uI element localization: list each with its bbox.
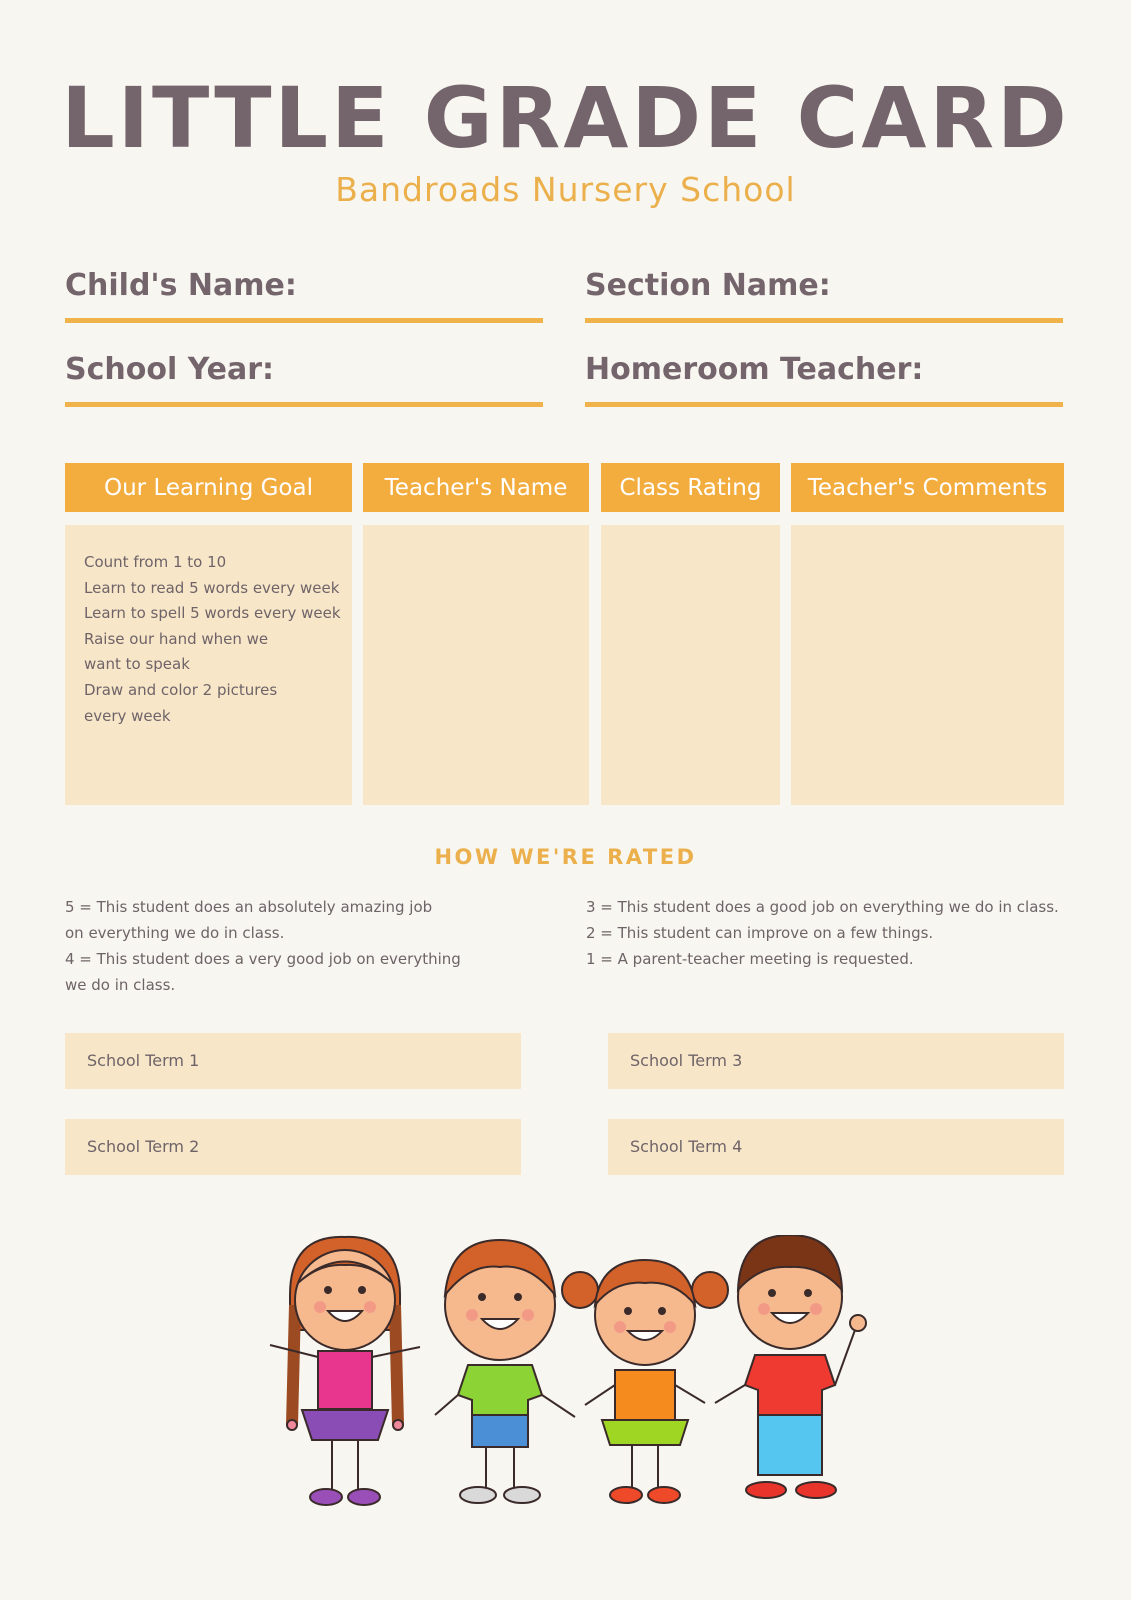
school-term-label: School Term 1 (87, 1051, 200, 1070)
school-term-4-box[interactable] (608, 1119, 1064, 1175)
column-header-teacher-comments: Teacher's Comments (791, 463, 1064, 512)
learning-goal-item: Learn to read 5 words every week (84, 578, 340, 597)
girl-orange-shirt-figure (562, 1260, 728, 1503)
kids-holding-hands-illustration (250, 1235, 890, 1535)
column-header-learning-goal: Our Learning Goal (65, 463, 352, 512)
girl-braids-figure (270, 1237, 420, 1505)
rating-line: 4 = This student does a very good job on everything (65, 950, 461, 968)
school-term-label: School Term 2 (87, 1137, 200, 1156)
learning-goal-item: Count from 1 to 10 (84, 553, 227, 571)
learning-goal-item: Draw and color 2 pictures (84, 680, 278, 699)
rating-line: 5 = This student does an absolutely amazing job (65, 898, 433, 916)
rating-line: 1 = A parent-teacher meeting is requested. (586, 950, 914, 968)
column-header-class-rating: Class Rating (601, 463, 780, 512)
rating-section-title: HOW WE'RE RATED (434, 845, 697, 869)
school-term-label: School Term 3 (630, 1051, 743, 1070)
child-name-label: Child's Name: (65, 268, 297, 303)
teacher-name-cell[interactable] (363, 525, 589, 805)
rating-line: we do in class. (65, 976, 176, 994)
page-title: LITTLE GRADE CARD (61, 69, 1070, 167)
homeroom-teacher-label: Homeroom Teacher: (585, 352, 924, 387)
teacher-comments-cell[interactable] (791, 525, 1064, 805)
column-header-teacher-name: Teacher's Name (363, 463, 589, 512)
school-term-2-box[interactable] (65, 1119, 521, 1175)
rating-line: 3 = This student does a good job on everything we do in class. (586, 898, 1059, 916)
section-name-field[interactable] (585, 262, 1063, 323)
class-rating-cell[interactable] (601, 525, 780, 805)
section-name-label: Section Name: (585, 268, 831, 303)
learning-goal-item: every week (84, 706, 171, 725)
rating-line: on everything we do in class. (65, 924, 285, 942)
school-term-1-box[interactable] (65, 1033, 521, 1089)
rating-legend-right (586, 894, 1059, 972)
learning-goals-list (84, 550, 354, 729)
school-term-label: School Term 4 (630, 1137, 743, 1156)
boy-green-shirt-figure (435, 1240, 575, 1503)
learning-goal-item: want to speak (84, 655, 190, 674)
rating-legend-left (65, 894, 461, 998)
school-year-label: School Year: (65, 352, 275, 387)
child-name-field[interactable] (65, 262, 543, 323)
homeroom-teacher-field[interactable] (585, 346, 1063, 407)
boy-red-shirt-figure (715, 1235, 866, 1498)
school-name: Bandroads Nursery School (335, 170, 796, 209)
school-term-3-box[interactable] (608, 1033, 1064, 1089)
learning-goal-item: Learn to spell 5 words every week (84, 604, 341, 623)
rating-line: 2 = This student can improve on a few things. (586, 924, 934, 942)
school-year-field[interactable] (65, 346, 543, 407)
learning-goal-item: Raise our hand when we (84, 629, 269, 648)
